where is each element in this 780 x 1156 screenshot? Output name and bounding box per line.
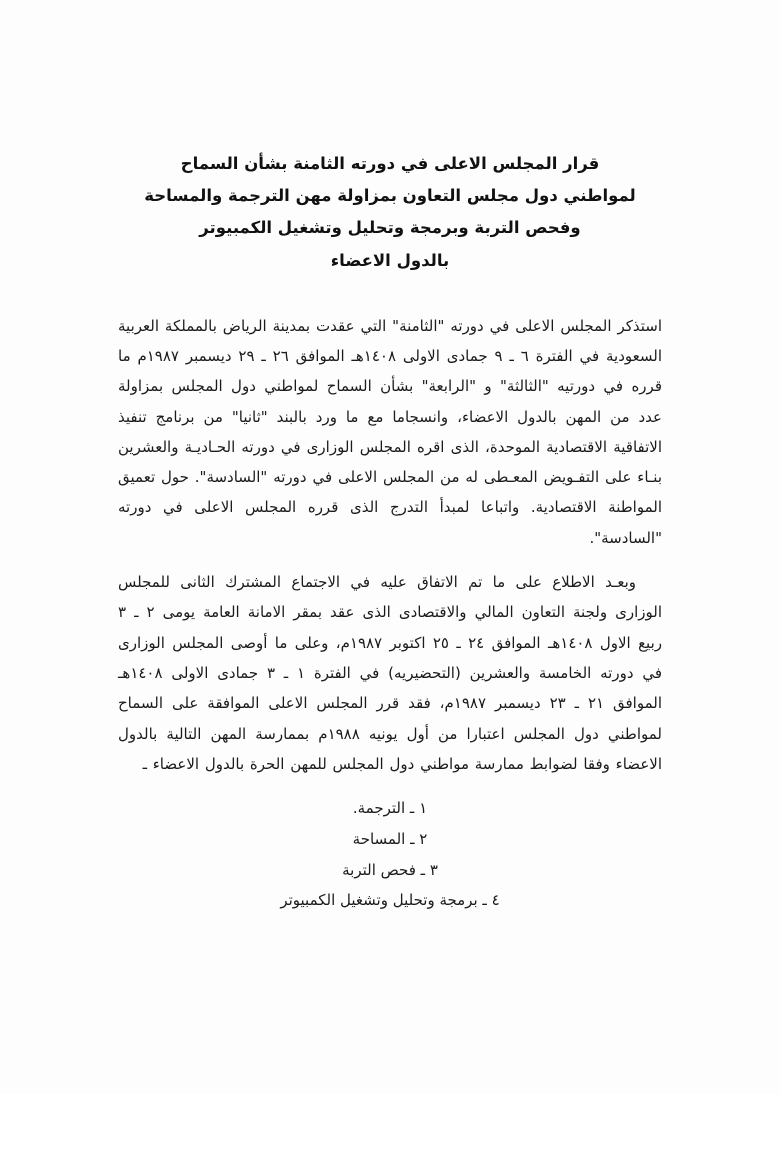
paragraph-1: استذكر المجلس الاعلى في دورته "الثامنة" التي عقدت بمدينة الرياض بالمملكة العربية السعودية في الفترة ٦ ـ ٩ جمادى الاولى ١٤٠٨هـ الموافق ٢٦ ـ ٢٩ ديسمبر ١٩٨٧م ما قرره في دورتيه "الثالثة" و "الرابعة" بشأن السماح لمواطني دول المجلس بمزاولة عدد من المهن بالدول الاعضاء، وانسجاما مع ما ورد بالبند "ثانيا" من برنامج تنفيذ الاتفاقية الاقتصادية الموحدة، الذى اقره المجلس الوزارى في دورته الحـاديـة والعشرين بنـاء على التفـويض المعـطى له من المجلس الاعلى في دورته "السادسة". حول تعميق المواطنة الاقتصادية. واتباعا لمبدأ التدرج الذى قرره المجلس الاعلى في دورته "السادسة". bbox=[118, 316, 662, 547]
title-line-3: وفحص التربة وبرمجة وتحليل وتشغيل الكمبيوتر bbox=[199, 218, 581, 238]
list-item: ٤ ـ برمجة وتحليل وتشغيل الكمبيوتر bbox=[280, 891, 500, 910]
title-line-4: بالدول الاعضاء bbox=[330, 250, 450, 270]
page-bottom-space bbox=[118, 916, 662, 1156]
page-title bbox=[118, 148, 662, 277]
title-line-2: لمواطني دول مجلس التعاون بمزاولة مهن الترجمة والمساحة bbox=[144, 186, 636, 206]
title-line-1: قرار المجلس الاعلى في دورته الثامنة بشأن السماح bbox=[180, 154, 600, 173]
list-item: ٢ ـ المساحة bbox=[352, 829, 428, 848]
paragraph-2: وبعـد الاطلاع على ما تم الاتفاق عليه في الاجتماع المشترك الثانى للمجلس الوزارى ولجنة التعاون المالي والاقتصادى الذى عقد بمقر الامانة العامة يومى ٢ ـ ٣ ربيع الاول ١٤٠٨هـ الموافق ٢٤ ـ ٢٥ اكتوبر ١٩٨٧م، وعلى ما أوصى المجلس الوزارى في دورته الخامسة والعشرين (التحضيريه) في الفترة ١ ـ ٣ جمادى الاولى ١٤٠٨هـ الموافق ٢١ ـ ٢٣ ديسمبر ١٩٨٧م، فقد قرر المجلس الاعلى الموافقة على السماح لمواطني دول المجلس اعتبارا من أول يونيه ١٩٨٨م بممارسة المهن التالية بالدول الاعضاء وفقا لضوابط ممارسة مواطني دول المجلس للمهن الحرة بالدول الاعضاء ـ bbox=[118, 573, 662, 773]
profession-list bbox=[118, 793, 662, 916]
list-item: ٣ ـ فحص التربة bbox=[342, 860, 438, 879]
list-item: ١ ـ الترجمة. bbox=[352, 799, 428, 818]
